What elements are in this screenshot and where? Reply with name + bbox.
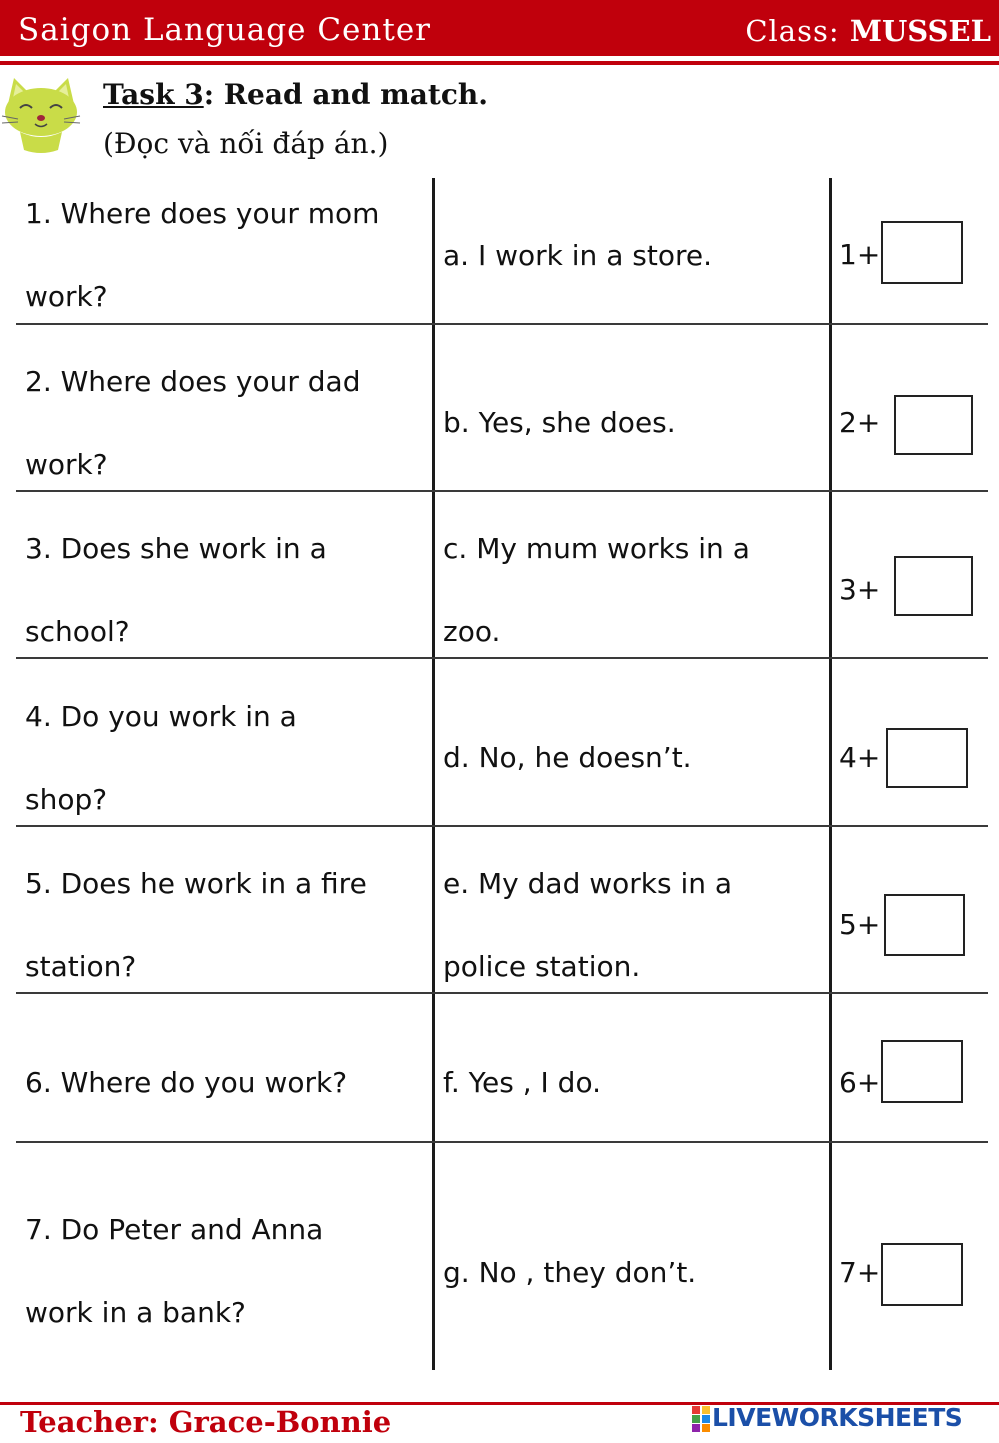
cat-icon: [0, 74, 82, 154]
answer-line: f. Yes , I do.: [443, 1066, 601, 1099]
answer-line: a. I work in a store.: [443, 239, 712, 272]
question-line: 2. Where does your dad: [25, 365, 361, 398]
question-line: school?: [25, 615, 130, 648]
task-number: Task 3: [103, 78, 204, 111]
question-line: 3. Does she work in a: [25, 532, 327, 565]
row-divider: [16, 490, 988, 492]
row-divider: [16, 323, 988, 325]
row-divider: [16, 657, 988, 659]
class-name: MUSSEL: [849, 14, 991, 48]
match-number: 3+: [839, 573, 881, 606]
column-divider: [829, 178, 832, 1370]
question-line: 6. Where do you work?: [25, 1066, 348, 1099]
answer-box-7[interactable]: [881, 1243, 963, 1306]
answer-line: c. My mum works in a: [443, 532, 750, 565]
answer-line: zoo.: [443, 615, 501, 648]
task-title: [103, 78, 488, 111]
question-line: work in a bank?: [25, 1296, 246, 1329]
answer-line: police station.: [443, 950, 641, 983]
match-number: 1+: [839, 238, 881, 271]
task-instruction: : Read and match.: [203, 78, 489, 111]
answer-line: e. My dad works in a: [443, 867, 733, 900]
column-divider: [432, 178, 435, 1370]
task-subtitle: (Đọc và nối đáp án.): [103, 127, 389, 160]
class-label: Class:: [745, 14, 840, 48]
liveworksheets-brand[interactable]: LIVEWORKSHEETS: [712, 1403, 963, 1432]
class-info: [745, 14, 991, 48]
match-number: 7+: [839, 1256, 881, 1289]
answer-line: b. Yes, she does.: [443, 406, 676, 439]
header-divider: [0, 61, 999, 65]
answer-box-5[interactable]: [884, 894, 965, 956]
teacher-name: Teacher: Grace-Bonnie: [20, 1405, 392, 1439]
answer-box-4[interactable]: [886, 728, 968, 788]
answer-box-1[interactable]: [881, 221, 963, 284]
match-number: 5+: [839, 908, 881, 941]
answer-line: d. No, he doesn’t.: [443, 741, 692, 774]
question-line: 7. Do Peter and Anna: [25, 1213, 324, 1246]
row-divider: [16, 1141, 988, 1143]
row-divider: [16, 825, 988, 827]
answer-line: g. No , they don’t.: [443, 1256, 697, 1289]
match-number: 4+: [839, 741, 881, 774]
liveworksheets-logo-icon: [692, 1406, 710, 1432]
match-number: 2+: [839, 406, 881, 439]
match-number: 6+: [839, 1066, 881, 1099]
question-line: work?: [25, 280, 108, 313]
question-line: 1. Where does your mom: [25, 197, 380, 230]
question-line: 5. Does he work in a fire: [25, 867, 367, 900]
question-line: work?: [25, 448, 108, 481]
answer-box-6[interactable]: [881, 1040, 963, 1103]
question-line: shop?: [25, 783, 108, 816]
answer-box-2[interactable]: [894, 395, 973, 455]
answer-box-3[interactable]: [894, 556, 973, 616]
question-line: 4. Do you work in a: [25, 700, 297, 733]
center-name: Saigon Language Center: [18, 12, 431, 48]
question-line: station?: [25, 950, 137, 983]
